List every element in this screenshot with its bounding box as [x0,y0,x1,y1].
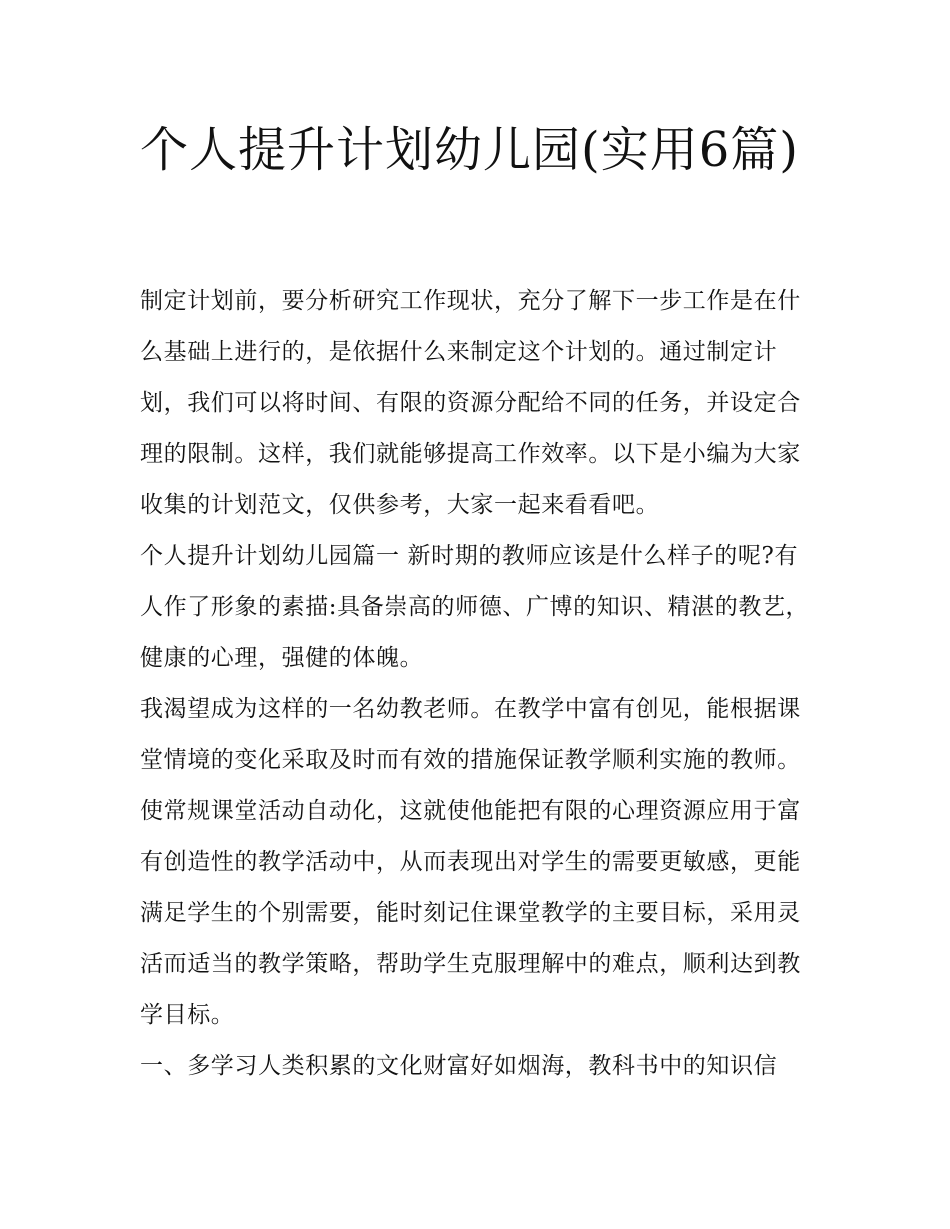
document-body [140,276,812,1092]
document-title: 个人提升计划幼儿园(实用6篇) [140,122,799,178]
intro-paragraph: 制定计划前，要分析研究工作现状，充分了解下一步工作是在什么基础上进行的，是依据什么来制定这个计划的。通过制定计划，我们可以将时间、有限的资源分配给不同的任务，并设定合理的限制。这样，我们就能够提高工作效率。以下是小编为大家收集的计划范文，仅供参考，大家一起来看看吧。 [140,288,801,518]
teacher-goal-paragraph: 我渴望成为这样的一名幼教老师。在教学中富有创见，能根据课堂情境的变化采取及时而有效的措施保证教学顺利实施的教师。使常规课堂活动自动化，这就使他能把有限的心理资源应用于富有创造性的教学活动中，从而表现出对学生的需要更敏感，更能满足学生的个别需要，能时刻记住课堂教学的主要目标，采用灵活而适当的教学策略，帮助学生克服理解中的难点，顺利达到教学目标。 [140,696,801,1028]
learning-heading-paragraph: 一、多学习人类积累的文化财富好如烟海，教科书中的知识信 [140,1053,778,1079]
section-one-paragraph: 个人提升计划幼儿园篇一 新时期的教师应该是什么样子的呢?有人作了形象的素描:具备崇高的师德、广博的知识、精湛的教艺，健康的心理，强健的体魄。 [140,543,810,671]
